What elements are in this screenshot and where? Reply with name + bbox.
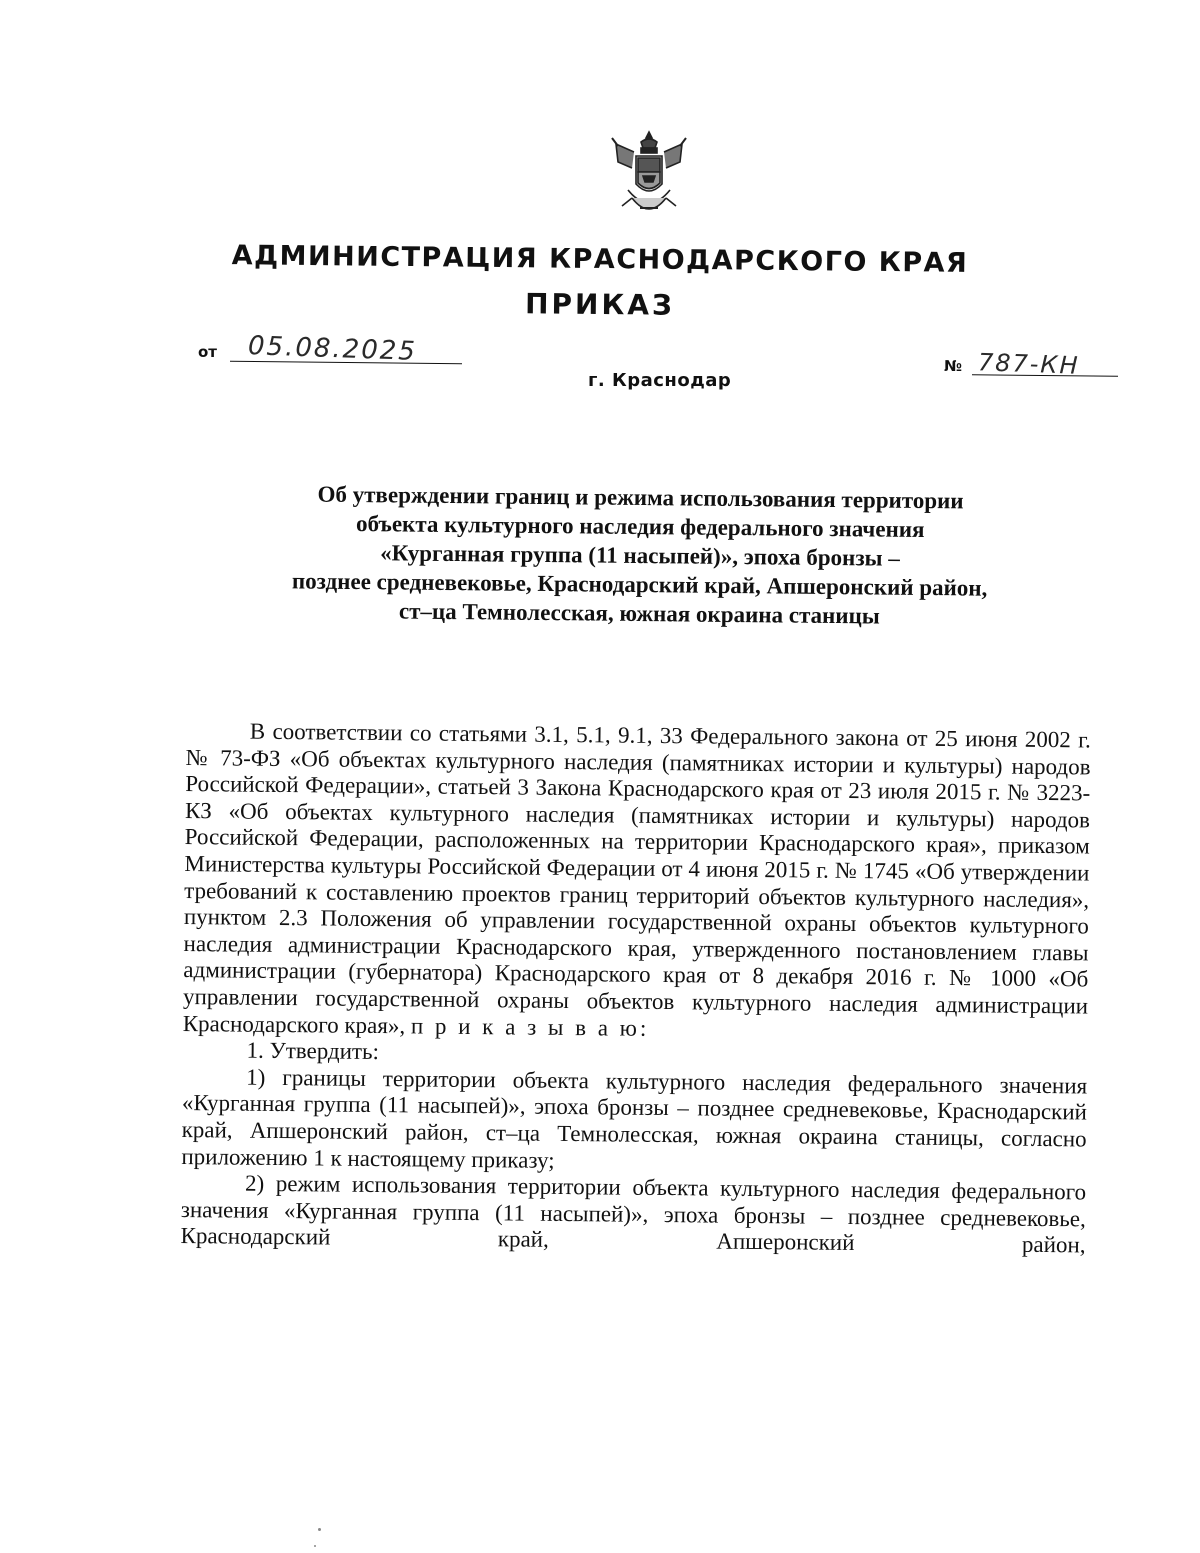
preamble-paragraph [183,718,1091,1047]
document-body [180,718,1091,1259]
title-line: ст–ца Темнолесская, южная окраина станицы [398,598,880,629]
handwritten-number: 787-КН [977,348,1081,380]
preamble-text: В соответствии со статьями 3.1, 5.1, 9.1, 33 Федерального закона от 25 июня 2002 г. № 73-ФЗ «Об объектах культурного наследия (памятниках истории и культуры) народов Российской Федерации», статьей 3 Закона Краснодарского края от 23 июля 2015 г. № 3223-КЗ «Об объектах культурного наследия (памятниках истории и культуры) народов Российской Федерации, расположенных на территории Краснодарского края», приказом Министерства культуры Российской Федерации от 4 июня 2015 г. № 1745 «Об утверждении требований к составлению проектов границ территорий объектов культурного наследия», пунктом 2.3 Положения об управлении государственной охраны объектов культурного наследия администрации Краснодарского края, утвержденного постановлением главы администрации (губернатора) Краснодарского края от 8 декабря 2016 г. № 1000 «Об управлении государственной охраны объектов культурного наследия администрации Краснодарского края», [182,718,1091,1038]
order-word: п р и к а з ы в а ю: [410,1012,650,1041]
agency-name: АДМИНИСТРАЦИЯ КРАСНОДАРСКОГО КРАЯ [231,240,969,279]
document-title [199,478,1080,632]
item-1: 1. Утвердить: [246,1037,380,1065]
title-line: объекта культурного наследия федерального значения [355,511,925,542]
krasnodar-coat-of-arms-icon [608,128,690,220]
city: г. Краснодар [588,370,732,391]
title-line: позднее средневековье, Краснодарский край, Апшеронский район, [291,568,988,601]
title-line: Об утверждении границ и режима использования территории [317,481,964,514]
scan-speck [314,1545,316,1547]
subitem-2: 2) режим использования территории объекта культурного наследия федерального значения «Курганная группа (11 насыпей)», эпоха бронзы – позднее средневековье, Краснодарский край, Апшеронский район, [180,1170,1087,1258]
date-label: от [198,343,217,361]
scan-speck [318,1528,321,1531]
subitem-1: 1) границы территории объекта культурного наследия федерального значения «Курганная группа (11 насыпей)», эпоха бронзы – позднее средневековье, Краснодарский край, Апшеронский район, ст–ца Темнолесская, южная окраина станицы, согласно приложению 1 к настоящему приказу; [181,1064,1088,1173]
number-label: № [944,357,963,375]
document-type: ПРИКАЗ [524,287,676,322]
handwritten-date: 05.08.2025 [247,331,418,367]
title-line: «Курганная группа (11 насыпей)», эпоха бронзы – [380,540,900,571]
